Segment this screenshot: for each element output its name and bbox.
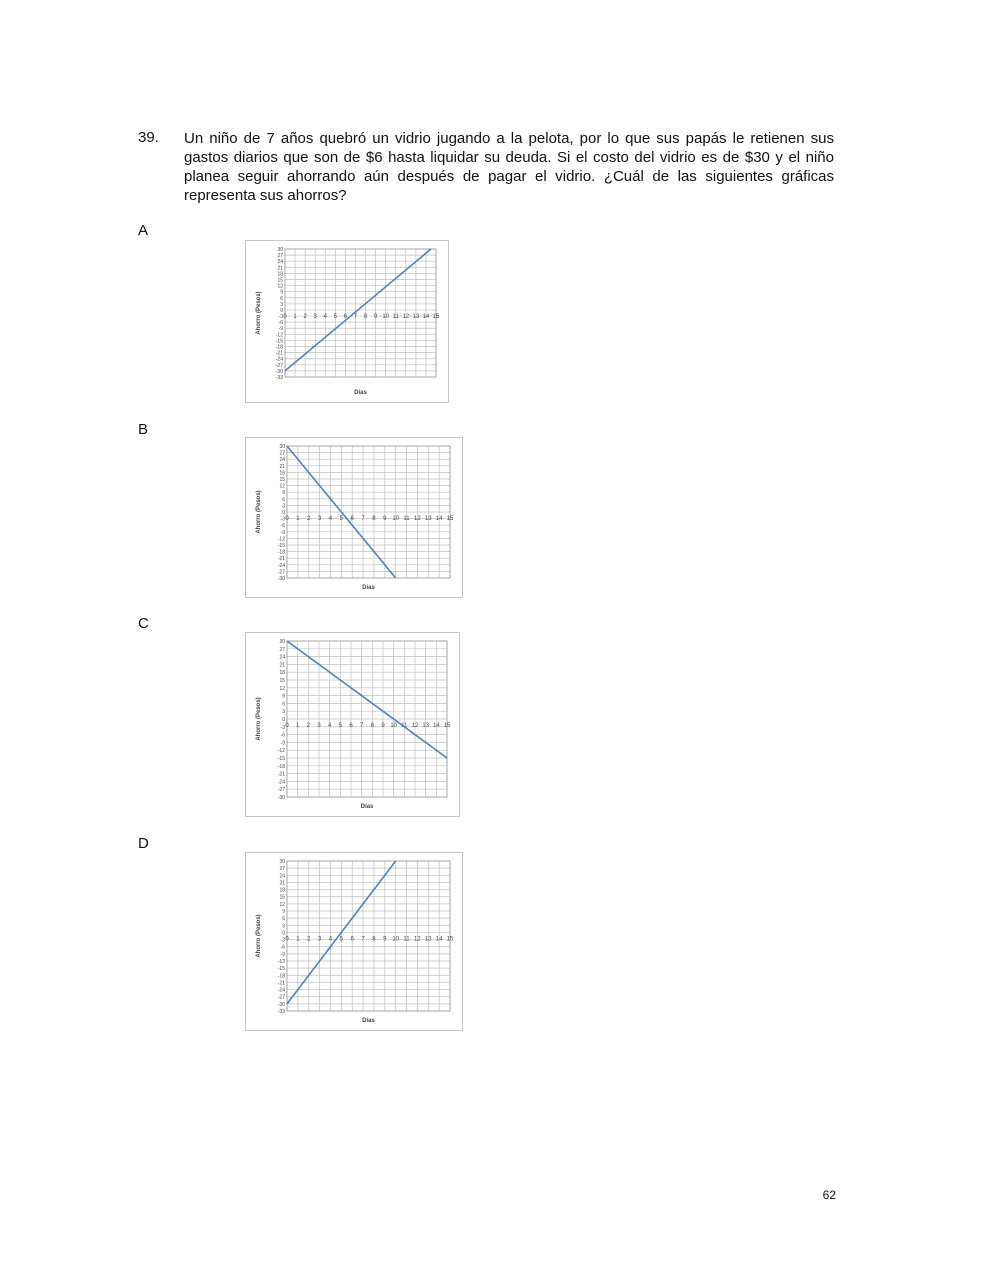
y-tick-label: -21	[277, 980, 285, 987]
y-tick-label: -21	[277, 556, 285, 563]
y-tick-label: 15	[279, 678, 285, 684]
x-tick-label: 15	[432, 313, 440, 320]
y-tick-label: 0	[282, 930, 285, 937]
x-tick-label: 4	[323, 313, 327, 320]
y-axis-title: Ahorro (Pesos)	[256, 291, 262, 335]
x-tick-label: 7	[359, 723, 364, 729]
y-tick-label: -15	[277, 543, 285, 549]
x-tick-label: 4	[327, 723, 332, 729]
y-tick-label: 27	[279, 646, 285, 653]
question-text: Un niño de 7 años quebró un vidrio jugando a la pelota, por lo que sus papás le retienen sus gastos diarios que son de $6 hasta liquidar su deuda. Si el costo del vidrio es de $30 y el niño planea seguir ahorrando aún después de pagar el vidrio. ¿Cuál de las siguientes gráficas representa sus ahorros?	[184, 130, 834, 204]
x-tick-label: 14	[435, 516, 443, 522]
y-tick-label: -30	[277, 795, 285, 801]
x-tick-label: 15	[446, 936, 454, 943]
x-tick-label: 12	[411, 723, 419, 729]
y-tick-label: -3	[278, 314, 283, 321]
x-tick-label: 9	[373, 313, 378, 320]
x-tick-label: 15	[443, 723, 451, 729]
x-tick-label: 9	[381, 723, 385, 729]
y-tick-label: -18	[277, 973, 285, 980]
x-tick-label: 10	[382, 313, 390, 320]
y-tick-label: 9	[282, 490, 285, 497]
y-tick-label: 30	[277, 247, 283, 253]
y-tick-label: 30	[279, 639, 285, 645]
x-tick-label: 6	[350, 936, 354, 943]
y-tick-label: 6	[282, 701, 285, 708]
x-tick-label: 8	[370, 723, 375, 729]
y-tick-label: -9	[280, 951, 285, 958]
y-tick-label: 12	[277, 283, 283, 290]
y-tick-label: 30	[279, 444, 285, 450]
y-tick-label: -6	[278, 320, 283, 327]
page-number: 62	[822, 1188, 836, 1202]
y-tick-label: 27	[279, 866, 285, 873]
x-tick-label: 2	[307, 936, 311, 943]
y-tick-label: 3	[282, 923, 285, 930]
x-tick-label: 0	[285, 723, 289, 729]
y-tick-label: -30	[275, 368, 283, 375]
x-tick-label: 3	[313, 313, 317, 320]
x-tick-label: 3	[317, 516, 322, 522]
chart-option-b	[245, 437, 463, 598]
y-tick-label: -27	[277, 569, 285, 576]
x-tick-label: 13	[424, 516, 432, 522]
y-tick-label: 18	[279, 670, 285, 677]
option-label-a: A	[138, 222, 149, 239]
x-axis-title: Días	[360, 804, 374, 810]
y-tick-label: 3	[282, 503, 285, 510]
chart-option-a	[245, 240, 449, 403]
y-tick-label: -18	[275, 344, 283, 351]
y-tick-label: -18	[277, 549, 285, 556]
x-tick-label: 0	[285, 936, 289, 943]
y-tick-label: 27	[279, 450, 285, 457]
y-tick-label: -24	[277, 779, 285, 786]
x-tick-label: 12	[414, 936, 421, 943]
x-tick-label: 14	[435, 936, 443, 943]
y-tick-label: -6	[280, 944, 285, 951]
option-label-d: D	[138, 835, 149, 852]
y-tick-label: -6	[280, 732, 285, 739]
x-tick-label: 3	[317, 723, 321, 729]
y-tick-label: 3	[282, 709, 285, 716]
y-tick-label: 24	[279, 457, 285, 464]
y-tick-label: -12	[277, 959, 285, 965]
y-tick-label: -15	[277, 966, 285, 973]
question-number: 39.	[138, 129, 159, 146]
y-tick-label: 21	[279, 880, 285, 887]
x-tick-label: 6	[350, 516, 354, 522]
y-tick-label: 9	[282, 693, 285, 700]
y-tick-label: -18	[277, 763, 285, 770]
x-tick-label: 5	[339, 936, 344, 943]
x-tick-label: 8	[363, 313, 368, 320]
y-tick-label: -12	[277, 536, 285, 543]
y-tick-label: 6	[280, 295, 283, 302]
y-tick-label: 6	[282, 916, 285, 923]
y-tick-label: -9	[278, 326, 283, 333]
x-axis-title: Días	[362, 1018, 375, 1024]
x-tick-label: 5	[338, 723, 343, 729]
y-axis-title: Ahorro (Pesos)	[256, 914, 262, 958]
x-tick-label: 3	[317, 936, 322, 943]
y-tick-label: -24	[277, 987, 285, 994]
y-tick-label: -27	[277, 787, 285, 794]
x-tick-label: 11	[401, 723, 408, 729]
y-tick-label: 12	[279, 901, 285, 908]
x-tick-label: 13	[412, 313, 420, 320]
y-tick-label: 24	[279, 654, 285, 661]
x-tick-label: 1	[296, 936, 300, 943]
y-tick-label: 21	[279, 662, 285, 669]
x-tick-label: 5	[333, 313, 338, 320]
x-axis-title: Días	[354, 390, 367, 396]
x-tick-label: 14	[422, 313, 430, 320]
x-tick-label: 0	[283, 313, 287, 320]
y-tick-label: -30	[277, 576, 285, 582]
y-tick-label: 24	[279, 873, 285, 880]
y-tick-label: 18	[279, 887, 285, 894]
y-tick-label: -33	[275, 375, 283, 381]
y-tick-label: 3	[280, 301, 283, 308]
x-tick-label: 5	[339, 516, 344, 522]
y-tick-label: -21	[277, 771, 285, 778]
y-tick-label: 12	[279, 483, 285, 490]
x-tick-label: 4	[328, 516, 333, 522]
y-tick-label: 0	[280, 307, 283, 314]
y-tick-label: 15	[279, 477, 285, 483]
x-tick-label: 10	[392, 936, 400, 943]
x-axis-title: Días	[362, 585, 375, 591]
x-tick-label: 2	[306, 723, 311, 729]
option-label-b: B	[138, 421, 149, 438]
y-tick-label: -30	[277, 1001, 285, 1008]
x-tick-label: 2	[307, 516, 311, 522]
x-tick-label: 2	[303, 313, 307, 320]
x-tick-label: 1	[296, 516, 300, 522]
x-tick-label: 10	[390, 723, 398, 729]
y-tick-label: 6	[282, 496, 285, 503]
x-tick-label: 13	[422, 723, 430, 729]
x-tick-label: 15	[446, 516, 454, 522]
y-tick-label: -12	[275, 332, 283, 339]
x-tick-label: 12	[414, 516, 421, 522]
y-tick-label: -27	[277, 994, 285, 1001]
y-tick-label: -21	[275, 350, 283, 357]
x-tick-label: 11	[403, 936, 410, 943]
y-tick-label: -33	[277, 1009, 285, 1015]
x-tick-label: 7	[353, 313, 358, 320]
y-tick-label: 21	[277, 265, 283, 272]
chart-option-c	[245, 632, 460, 817]
chart-option-d	[245, 852, 463, 1031]
y-tick-label: -12	[277, 748, 285, 755]
x-tick-label: 12	[402, 313, 410, 320]
y-axis-title: Ahorro (Pesos)	[256, 490, 262, 534]
y-tick-label: 27	[277, 253, 283, 260]
y-tick-label: 18	[279, 470, 285, 477]
x-tick-label: 8	[372, 936, 376, 943]
x-tick-label: 11	[403, 516, 410, 522]
x-tick-label: 14	[432, 723, 440, 729]
y-tick-label: -6	[280, 523, 285, 530]
y-axis-title: Ahorro (Pesos)	[256, 697, 262, 741]
y-tick-label: 0	[282, 717, 285, 723]
y-tick-label: -24	[275, 356, 283, 363]
y-tick-label: -3	[280, 516, 285, 523]
y-tick-label: -27	[275, 362, 283, 369]
x-tick-label: 6	[349, 723, 353, 729]
x-tick-label: 1	[293, 313, 297, 320]
y-tick-label: 9	[282, 909, 285, 915]
y-tick-label: -9	[280, 740, 285, 747]
y-tick-label: -3	[280, 937, 285, 944]
option-label-c: C	[138, 615, 149, 632]
x-tick-label: 1	[295, 723, 300, 729]
x-tick-label: 6	[343, 313, 348, 320]
y-tick-label: 21	[279, 463, 285, 470]
x-tick-label: 11	[392, 313, 399, 320]
x-tick-label: 4	[328, 936, 333, 943]
x-tick-label: 9	[383, 516, 387, 522]
y-tick-label: -24	[277, 562, 285, 569]
y-tick-label: 15	[277, 277, 283, 284]
x-tick-label: 7	[361, 516, 365, 522]
y-tick-label: 9	[280, 289, 283, 296]
x-tick-label: 0	[285, 516, 289, 522]
x-tick-label: 13	[424, 936, 432, 943]
y-tick-label: 18	[277, 271, 283, 278]
y-tick-label: 24	[277, 259, 283, 266]
y-tick-label: -15	[277, 756, 285, 762]
y-tick-label: -9	[280, 529, 285, 536]
y-tick-label: -15	[275, 338, 283, 345]
y-tick-label: 12	[279, 685, 285, 692]
x-tick-label: 7	[361, 936, 365, 943]
y-tick-label: 0	[282, 510, 285, 516]
y-tick-label: -3	[280, 724, 285, 731]
x-tick-label: 8	[372, 516, 376, 522]
series-line	[287, 641, 447, 758]
x-tick-label: 9	[383, 936, 387, 943]
y-tick-label: 15	[279, 894, 285, 901]
x-tick-label: 10	[392, 516, 400, 522]
y-tick-label: 30	[279, 859, 285, 865]
